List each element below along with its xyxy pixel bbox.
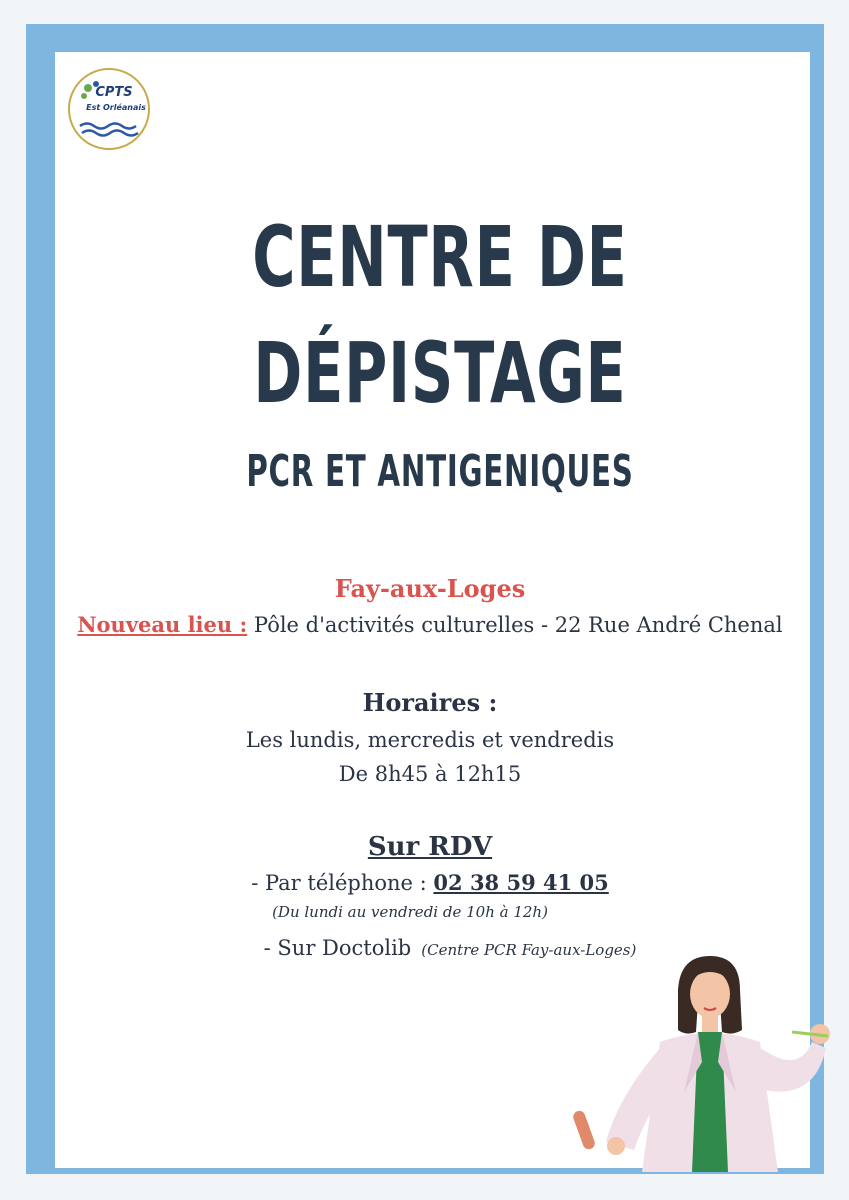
title-line-2: DÉPISTAGE — [253, 324, 627, 422]
doctolib-note: (Centre PCR Fay-aux-Loges) — [421, 941, 637, 959]
title-line-1: CENTRE DE — [252, 208, 628, 306]
new-location-address: Pôle d'activités culturelles - 22 Rue André Chenal — [247, 613, 783, 637]
phone-line — [60, 870, 800, 895]
phone-hours-note: (Du lundi au vendredi de 10h à 12h) — [272, 903, 548, 921]
hours-times: De 8h45 à 12h15 — [338, 762, 522, 786]
logo-text-region: Est Orléanais — [86, 103, 146, 112]
hours-days: Les lundis, mercredis et vendredis — [245, 728, 615, 752]
city-name: Fay-aux-Loges — [334, 574, 526, 603]
phone-label: - Par téléphone : — [251, 871, 434, 895]
new-location — [60, 612, 800, 637]
title-subtitle: PCR ET ANTIGENIQUES — [246, 446, 634, 497]
new-location-label: Nouveau lieu : — [77, 612, 248, 637]
phone-number[interactable]: 02 38 59 41 05 — [433, 870, 609, 895]
cpts-logo — [66, 66, 152, 152]
hours-heading: Horaires : — [362, 688, 498, 717]
doctolib-label: - Sur Doctolib — [263, 936, 412, 960]
logo-text-cpts: CPTS — [95, 85, 133, 100]
lab-technician-illustration — [570, 950, 830, 1172]
appointment-heading: Sur RDV — [367, 832, 493, 862]
